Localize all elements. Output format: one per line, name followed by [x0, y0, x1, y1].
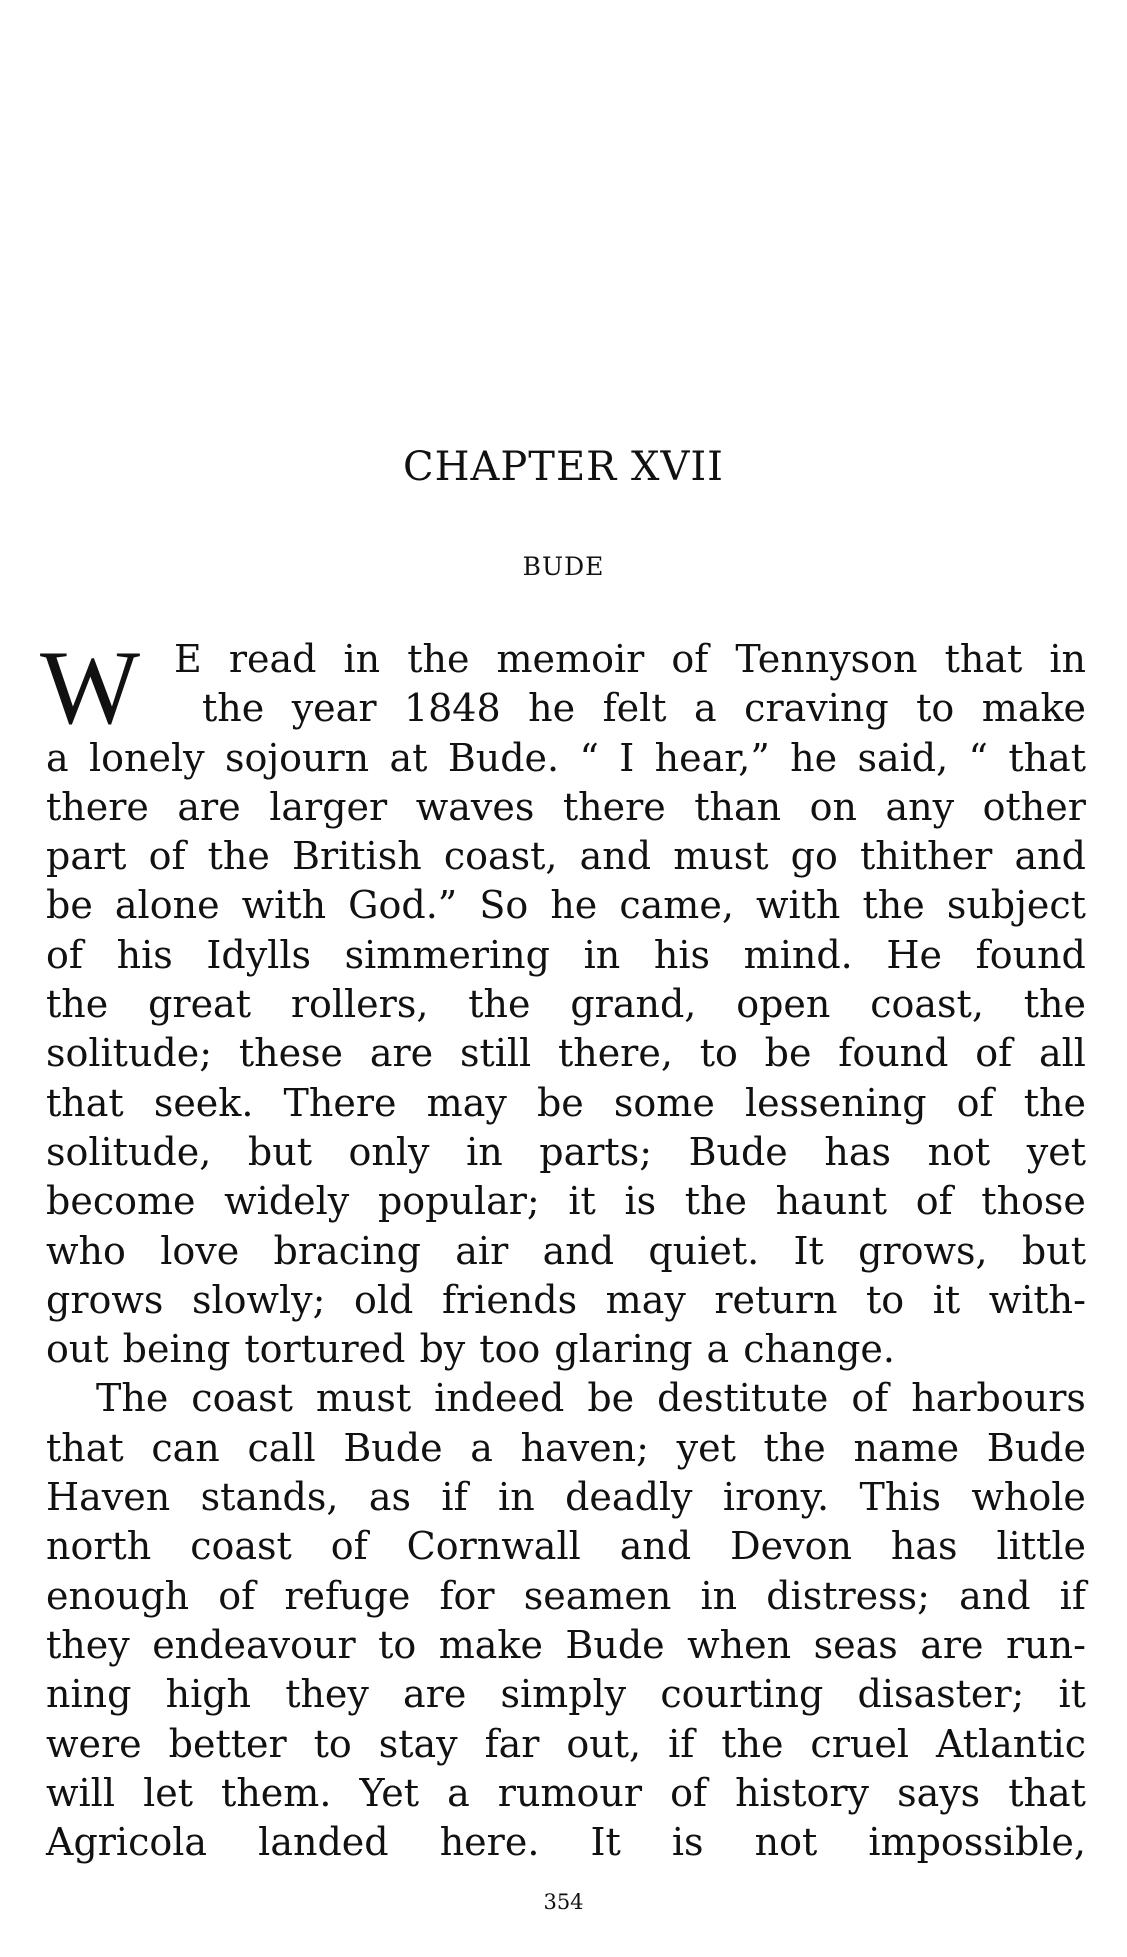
word: there, [557, 1031, 673, 1076]
word: these [238, 1031, 344, 1076]
paragraph-1 [40, 629, 1086, 1374]
word: as [368, 1475, 412, 1520]
word: grows [46, 1277, 164, 1322]
word: it [568, 1179, 596, 1224]
word: out, [566, 1721, 642, 1766]
word: solitude, [46, 1129, 212, 1174]
text-line [46, 783, 1086, 832]
word: seek. [153, 1080, 254, 1125]
word: memoir [496, 637, 645, 681]
word: are [403, 1672, 467, 1717]
word: glaring [554, 1327, 693, 1372]
word: popular; [377, 1179, 540, 1224]
word: with- [988, 1277, 1086, 1322]
word: those [981, 1179, 1086, 1224]
word: become [46, 1179, 196, 1224]
word: if [1059, 1573, 1086, 1618]
word: Haven [46, 1475, 171, 1520]
word: that [1008, 1770, 1086, 1815]
word: a [46, 735, 69, 780]
word: irony. [722, 1475, 830, 1520]
word: be [764, 1031, 812, 1076]
word: mind. [743, 932, 853, 977]
word: Bude [343, 1425, 443, 1470]
word: the [407, 637, 470, 681]
word: will [46, 1770, 115, 1815]
word: of [670, 1770, 708, 1815]
word: by [419, 1327, 466, 1372]
word: lessening [744, 1080, 927, 1125]
word: British [292, 834, 422, 879]
word: of [975, 1031, 1013, 1076]
word: that [1008, 735, 1086, 780]
chapter-title: CHAPTER XVII [403, 444, 724, 490]
text-line [46, 1670, 1086, 1719]
text-line [46, 980, 1086, 1029]
text-line [46, 1276, 1086, 1325]
word: for [439, 1573, 495, 1618]
word: in [700, 1573, 738, 1618]
word: harbours [911, 1376, 1086, 1421]
word: with [241, 883, 327, 928]
page-number: 354 [543, 1890, 584, 1914]
word: return [714, 1277, 838, 1322]
word: open [736, 982, 831, 1027]
word: than [694, 784, 782, 829]
word: change. [743, 1327, 895, 1372]
word: seas [813, 1622, 898, 1667]
word: great [148, 982, 251, 1027]
section-title: BUDE [522, 552, 605, 581]
text-line [46, 1522, 1086, 1571]
word: He [886, 932, 943, 977]
word: It [590, 1820, 621, 1865]
text-line [46, 1325, 1086, 1374]
word: lonely [89, 735, 205, 780]
word: quiet. [648, 1228, 760, 1273]
word: are [920, 1622, 984, 1667]
word: any [885, 784, 955, 829]
word: yet [676, 1425, 736, 1470]
word: courting [660, 1672, 824, 1717]
word: says [897, 1770, 981, 1815]
word: to [866, 1277, 905, 1322]
word: Tennyson [735, 637, 918, 681]
word: north [46, 1524, 152, 1569]
word: the [721, 1721, 784, 1766]
word: a [447, 1770, 470, 1815]
word: the [763, 1425, 826, 1470]
word: must [673, 834, 769, 879]
text-line [46, 1621, 1086, 1670]
word: to [916, 686, 955, 731]
word: old [354, 1277, 414, 1322]
word: better [168, 1721, 287, 1766]
word: Bude. [447, 735, 560, 780]
word: the [684, 1179, 748, 1224]
word: if [668, 1721, 695, 1766]
text-line [46, 684, 1086, 733]
word: Devon [730, 1524, 852, 1569]
word: can [151, 1425, 220, 1470]
body-text [40, 629, 1086, 1867]
text-line [46, 1227, 1086, 1276]
word: to [699, 1031, 738, 1076]
word: the [468, 982, 531, 1027]
text-line [46, 1769, 1086, 1818]
word: larger [269, 784, 388, 829]
word: history [735, 1770, 869, 1815]
word: some [613, 1080, 715, 1125]
word: Agricola [46, 1820, 208, 1865]
word: not [754, 1820, 818, 1865]
word: and [542, 1228, 615, 1273]
word: his [116, 932, 173, 977]
word: waves [415, 784, 535, 829]
word: of [148, 834, 186, 879]
word: sojourn [225, 735, 370, 780]
word: coast, [870, 982, 984, 1027]
word: of [46, 932, 83, 977]
word: name [853, 1425, 960, 1470]
word: hear,” [654, 735, 770, 780]
word: they [285, 1672, 369, 1717]
word: is [624, 1179, 657, 1224]
word: year [291, 686, 377, 731]
word: coast [191, 1376, 293, 1421]
paragraph-2 [46, 1374, 1086, 1867]
word: there [46, 784, 149, 829]
word: they [46, 1622, 130, 1667]
text-line [46, 635, 1086, 684]
word: landed [258, 1820, 389, 1865]
word: seamen [523, 1573, 672, 1618]
word: his [653, 932, 711, 977]
text-line [46, 1177, 1086, 1226]
word: make [438, 1622, 543, 1667]
word: thither [860, 834, 993, 879]
word: a [470, 1425, 493, 1470]
word: the [202, 686, 265, 731]
word: and [579, 834, 652, 879]
word: and [959, 1573, 1031, 1618]
word: felt [602, 686, 667, 731]
word: are [177, 784, 241, 829]
word: yet [1026, 1129, 1086, 1174]
word: being [122, 1327, 231, 1372]
word: indeed [434, 1376, 565, 1421]
word: I [619, 735, 635, 780]
word: tortured [244, 1327, 406, 1372]
word: Atlantic [935, 1721, 1086, 1766]
word: the [46, 982, 109, 1027]
text-line [46, 1079, 1086, 1128]
word: enough [46, 1573, 190, 1618]
word: are [369, 1031, 434, 1076]
word: solitude; [46, 1031, 213, 1076]
word: it [932, 1277, 961, 1322]
word: with [755, 883, 841, 928]
word: rumour [497, 1770, 642, 1815]
word: a [706, 1327, 730, 1372]
word: be [587, 1376, 635, 1421]
word: still [459, 1031, 532, 1076]
word: when [687, 1622, 792, 1667]
word: too [479, 1327, 541, 1372]
word: at [389, 735, 428, 780]
word: rollers, [290, 982, 429, 1027]
word: “ [579, 735, 599, 780]
text-line [46, 1029, 1086, 1078]
word: there [562, 784, 666, 829]
word: destitute [657, 1376, 829, 1421]
word: found [838, 1031, 949, 1076]
word: let [143, 1770, 193, 1815]
word: the [862, 883, 925, 928]
word: has [890, 1524, 958, 1569]
word: of [956, 1080, 994, 1125]
word: Cornwall [406, 1524, 581, 1569]
word: stands, [200, 1475, 339, 1520]
word: who [46, 1228, 126, 1273]
word: and [619, 1524, 692, 1569]
word: to [313, 1721, 352, 1766]
word: distress; [766, 1573, 930, 1618]
word: only [348, 1129, 430, 1174]
word: but [247, 1129, 312, 1174]
word: he [528, 686, 576, 731]
word: but [1021, 1228, 1086, 1273]
word: So [479, 883, 529, 928]
word: of [915, 1179, 953, 1224]
word: little [996, 1524, 1086, 1569]
word: out [46, 1327, 109, 1372]
word: the [207, 834, 270, 879]
word: whole [971, 1475, 1086, 1520]
word: all [1038, 1031, 1086, 1076]
word: go [790, 834, 838, 879]
word: bracing [273, 1228, 421, 1273]
text-line [46, 1128, 1086, 1177]
word: the [1023, 982, 1086, 1027]
word: on [809, 784, 858, 829]
word: of [218, 1573, 256, 1618]
word: may [605, 1277, 686, 1322]
word: found [975, 932, 1086, 977]
word: that [46, 1080, 124, 1125]
text-line [46, 881, 1086, 930]
word: haunt [775, 1179, 888, 1224]
drop-cap: W [40, 629, 141, 746]
word: E [174, 637, 202, 681]
word: of [671, 637, 709, 681]
text-line [46, 832, 1086, 881]
word: of [330, 1524, 368, 1569]
word: cruel [810, 1721, 909, 1766]
word: make [981, 686, 1086, 731]
word: craving [744, 686, 889, 731]
word: stay [378, 1721, 458, 1766]
word: There [283, 1080, 397, 1125]
word: simmering [344, 932, 550, 977]
word: may [426, 1080, 507, 1125]
word: “ [968, 735, 988, 780]
word: be [536, 1080, 584, 1125]
word: be [46, 883, 93, 928]
word: in [583, 932, 621, 977]
word: run- [1006, 1622, 1086, 1667]
word: 1848 [403, 686, 501, 731]
word: were [46, 1721, 142, 1766]
word: widely [224, 1179, 350, 1224]
word: came, [619, 883, 734, 928]
word: must [315, 1376, 412, 1421]
word: said, [857, 735, 949, 780]
word: God.” [348, 883, 458, 928]
word: high [165, 1672, 252, 1717]
word: friends [441, 1277, 578, 1322]
word: alone [114, 883, 220, 928]
word: coast [190, 1524, 292, 1569]
word: in [498, 1475, 535, 1520]
word: coast, [443, 834, 558, 879]
word: impossible, [868, 1820, 1086, 1865]
word: and [1014, 834, 1086, 879]
text-line [46, 734, 1086, 783]
word: grows, [858, 1228, 988, 1273]
word: love [160, 1228, 240, 1273]
word: ning [46, 1672, 132, 1717]
word: It [793, 1228, 824, 1273]
word: Bude [986, 1425, 1086, 1470]
word: here. [439, 1820, 540, 1865]
word: part [46, 834, 127, 879]
word: in [466, 1129, 503, 1174]
word: other [982, 784, 1086, 829]
text-line [46, 1424, 1086, 1473]
word: subject [946, 883, 1086, 928]
word: slowly; [191, 1277, 326, 1322]
word: them. [221, 1770, 332, 1815]
word: a [694, 686, 717, 731]
word: parts; [539, 1129, 653, 1174]
word: grand, [570, 982, 697, 1027]
word: to [378, 1622, 417, 1667]
word: air [455, 1228, 509, 1273]
word: Bude [565, 1622, 665, 1667]
word: call [247, 1425, 316, 1470]
word: in [1049, 637, 1086, 681]
word: Idylls [206, 932, 311, 977]
word: the [1023, 1080, 1086, 1125]
word: Bude [688, 1129, 788, 1174]
word: This [859, 1475, 941, 1520]
word: simply [500, 1672, 627, 1717]
text-line [46, 1473, 1086, 1522]
word: deadly [565, 1475, 693, 1520]
word: has [824, 1129, 891, 1174]
text-line [46, 1720, 1086, 1769]
word: The [96, 1376, 169, 1421]
text-line [46, 1374, 1086, 1423]
word: he [550, 883, 598, 928]
word: it [1058, 1672, 1086, 1717]
word: endeavour [152, 1622, 356, 1667]
word: that [944, 637, 1023, 681]
word: refuge [284, 1573, 411, 1618]
word: haven; [520, 1425, 649, 1470]
word: is [671, 1820, 704, 1865]
text-line [46, 1818, 1086, 1867]
word: of [851, 1376, 889, 1421]
word: if [441, 1475, 468, 1520]
text-line [46, 931, 1086, 980]
word: disaster; [857, 1672, 1025, 1717]
word: he [790, 735, 838, 780]
word: Yet [359, 1770, 420, 1815]
word: that [46, 1425, 124, 1470]
word: far [484, 1721, 540, 1766]
word: read [228, 637, 317, 681]
text-line [46, 1572, 1086, 1621]
word: in [343, 637, 381, 681]
word: not [927, 1129, 991, 1174]
